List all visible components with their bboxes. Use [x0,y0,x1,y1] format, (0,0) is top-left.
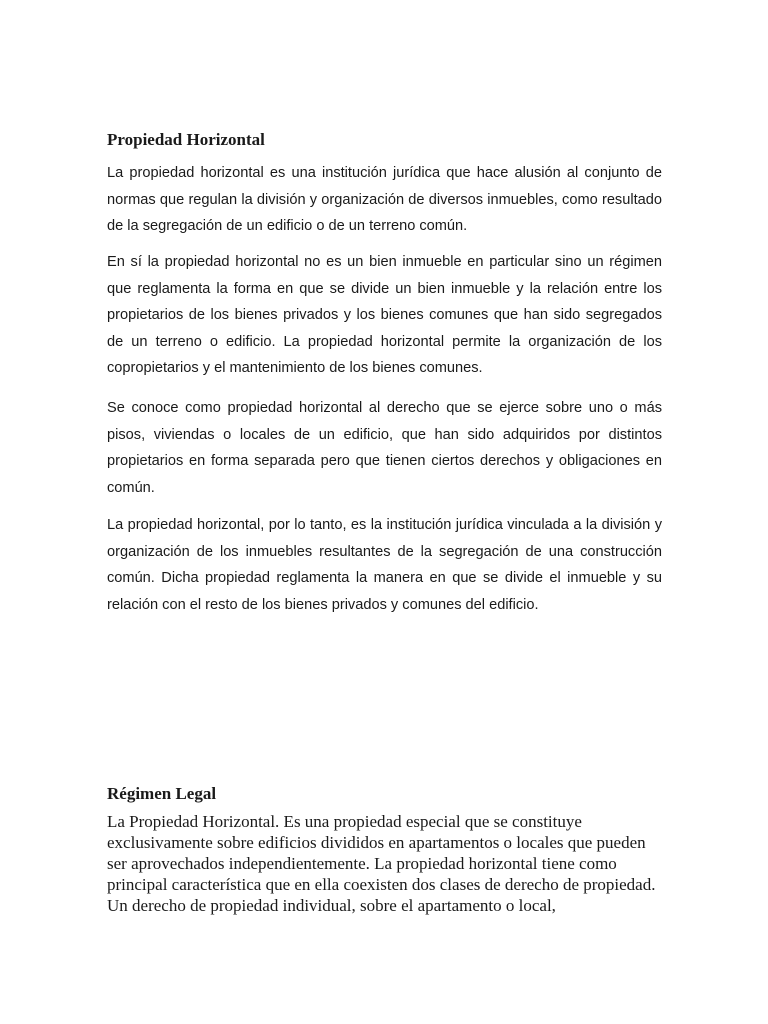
section-heading-propiedad-horizontal: Propiedad Horizontal [107,130,265,149]
paragraph-regimen: En sí la propiedad horizontal no es un bien inmueble en particular sino un régimen que reglamenta la forma en que se divide un bien inmueble y la relación entre los propietarios de los bienes privados y los bienes comunes que han sido segregados de un terreno o edificio. La propiedad horizontal permite la organización de los copropietarios y el mantenimiento de los bienes comunes. [107,254,662,377]
paragraph-institucion: La propiedad horizontal, por lo tanto, es la institución jurídica vinculada a la división y organización de los inmuebles resultantes de la segregación de una construcción común. Dicha propiedad reglamenta la manera en que se divide el inmueble y su relación con el resto de los bienes privados y comunes del edificio. [107,517,662,613]
paragraph-regimen-legal: La Propiedad Horizontal. Es una propiedad especial que se constituye exclusivamente sobre edificios divididos en apartamentos o locales que pueden ser aprovechados independientemente. La propiedad horizontal tiene como principal característica que en ella coexisten dos clases de derecho de propiedad. Un derecho de propiedad individual, sobre el apartamento o local, [107,812,656,915]
paragraph-definition: La propiedad horizontal es una institución jurídica que hace alusión al conjunto de normas que regulan la división y organización de diversos inmuebles, como resultado de la segregación de un edificio o de un terreno común. [107,165,662,235]
paragraph-derecho: Se conoce como propiedad horizontal al derecho que se ejerce sobre uno o más pisos, viviendas o locales de un edificio, que han sido adquiridos por distintos propietarios en forma separada pero que tienen ciertos derechos y obligaciones en común. [107,400,662,496]
section-heading-regimen-legal: Régimen Legal [107,784,217,803]
